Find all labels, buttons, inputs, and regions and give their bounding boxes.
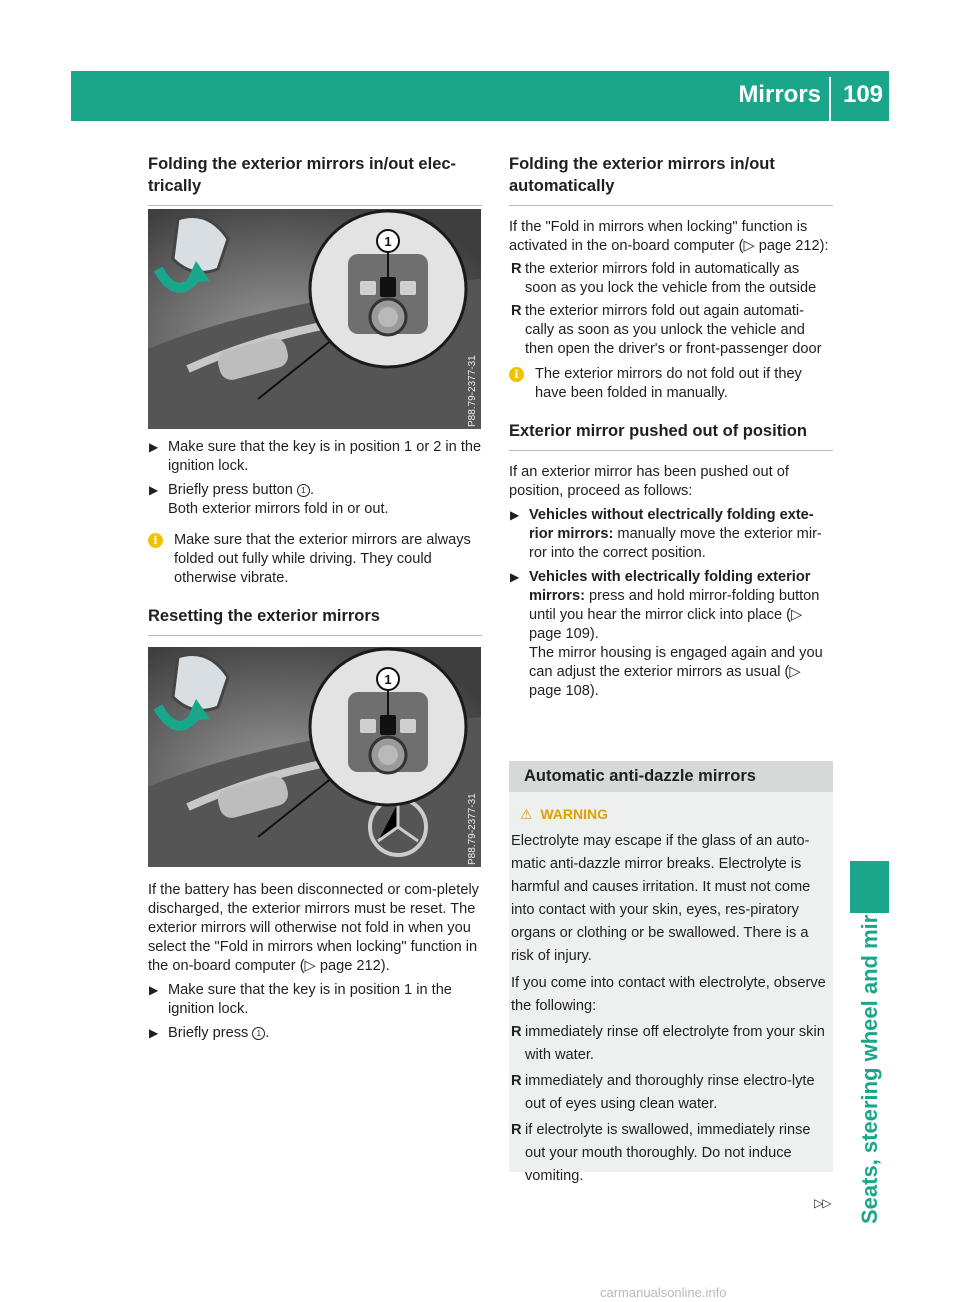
heading-pushed-out: Exterior mirror pushed out of position [509,422,807,440]
warning-paragraph-1: Electrolyte may escape if the glass of an auto-matic anti-dazzle mirror breaks. Electrolyte is harmful and causes irritation. It must not come into contact with your skin, eyes, res-piratory organs or clothing or be swallowed. There is a risk of injury. [511,833,811,964]
battery-paragraph: If the battery has been disconnected or com-pletely discharged, the exterior mirrors must be reset. The exterior mirrors will otherwise not fold in when you select the "Fold in mirrors when locking" function in the on-board computer (▷ page 212). [148,882,479,974]
warning-paragraph-2: If you come into contact with electrolyte, observe the following: [511,975,826,1014]
divider [509,205,833,206]
arrow-icon: ▶ [149,483,159,497]
step-with-electric-folding: ▶ Vehicles with electrically folding exterior mirrors: press and hold mirror-folding button until you hear the mirror click into place (▷ page 109). The mirror housing is engaged again and you can adjust the exterior mirrors as usual (▷ page 108). [510,569,823,699]
image-code: P88.79-2377-31 [467,793,478,865]
callout-1: 1 [384,672,392,687]
image-code: P88.79-2377-31 [467,355,478,427]
pushed-out-paragraph: If an exterior mirror has been pushed out of position, proceed as follows: [509,464,789,499]
continue-marker: ▷▷ [814,1196,831,1210]
anti-dazzle-section [509,761,833,1184]
section-header [509,761,833,792]
step-key-position-2: ▶ Make sure that the key is in position 1 in the ignition lock. [149,982,452,1017]
info-icon: i [509,367,524,382]
arrow-icon: ▶ [149,983,159,997]
door-panel-photo-2 [148,647,481,867]
arrow-icon: ▶ [149,1026,159,1040]
right-column [509,153,833,701]
arrow-icon: ▶ [510,508,520,522]
header-bar [71,71,889,121]
warning-bullet-eyes: R immediately and thoroughly rinse electro-lyte out of eyes using clean water. [511,1073,815,1112]
heading-resetting: Resetting the exterior mirrors [148,607,380,625]
bullet-fold-in: R the exterior mirrors fold in automatically as soon as you lock the vehicle from the outside [511,261,817,296]
callout-1: 1 [384,234,392,249]
divider [148,205,482,206]
divider [509,450,833,451]
warning-bullet-swallowed: R if electrolyte is swallowed, immediately rinse out your mouth thoroughly. Do not induce vomiting. [511,1122,811,1184]
arrow-icon: ▶ [510,570,520,584]
chapter-title: Seats, steering wheel and mirrors [857,871,882,1224]
left-column [148,153,482,206]
arrow-icon: ▶ [149,440,159,454]
door-panel-photo-1 [148,209,481,429]
warning-bullet-skin: R immediately rinse off electrolyte from your skin with water. [511,1024,825,1063]
step-press-button: ▶ Briefly press button 1 . Both exterior mirrors fold in or out. [149,482,389,517]
warning-block [509,803,833,1188]
step-without-electric-folding: ▶ Vehicles without electrically folding exte-rior mirrors: manually move the exterior mir-ror into the correct position. [510,507,822,561]
heading-anti-dazzle: Automatic anti-dazzle mirrors [524,767,756,785]
heading-folding-automatically: Folding the exterior mirrors in/out automatically [509,155,775,195]
step-key-position: ▶ Make sure that the key is in position 1 or 2 in the ignition lock. [149,439,482,474]
left-column-lower [148,438,482,636]
step-briefly-press: ▶ Briefly press 1 . [149,1025,270,1041]
bullet-fold-out: R the exterior mirrors fold out again automati-cally as soon as you unlock the vehicle and then open the driver's or front-passenger door [511,303,822,357]
auto-fold-paragraph: If the "Fold in mirrors when locking" function is activated in the on-board computer (▷ page 212): [509,219,829,254]
callout-1-icon: 1 [252,1027,265,1040]
info-note-2: i The exterior mirrors do not fold out if they have been folded in manually. [509,365,833,403]
watermark: carmanualsonline.info [600,1285,727,1300]
page-number: 109 [842,81,884,108]
heading-folding-electrically: Folding the exterior mirrors in/out elec- trically [148,155,457,195]
section-title: Mirrors [738,81,821,108]
header-divider [829,77,831,121]
callout-1-icon: 1 [297,484,310,497]
left-column-bottom [148,881,482,1043]
divider [148,635,482,636]
warning-icon: ⚠ [520,806,533,822]
info-note-1: i Make sure that the exterior mirrors are always folded out fully while driving. They could otherwise vibrate. [148,531,482,588]
warning-heading: ⚠ WARNING [520,806,609,822]
info-icon: i [148,533,163,548]
